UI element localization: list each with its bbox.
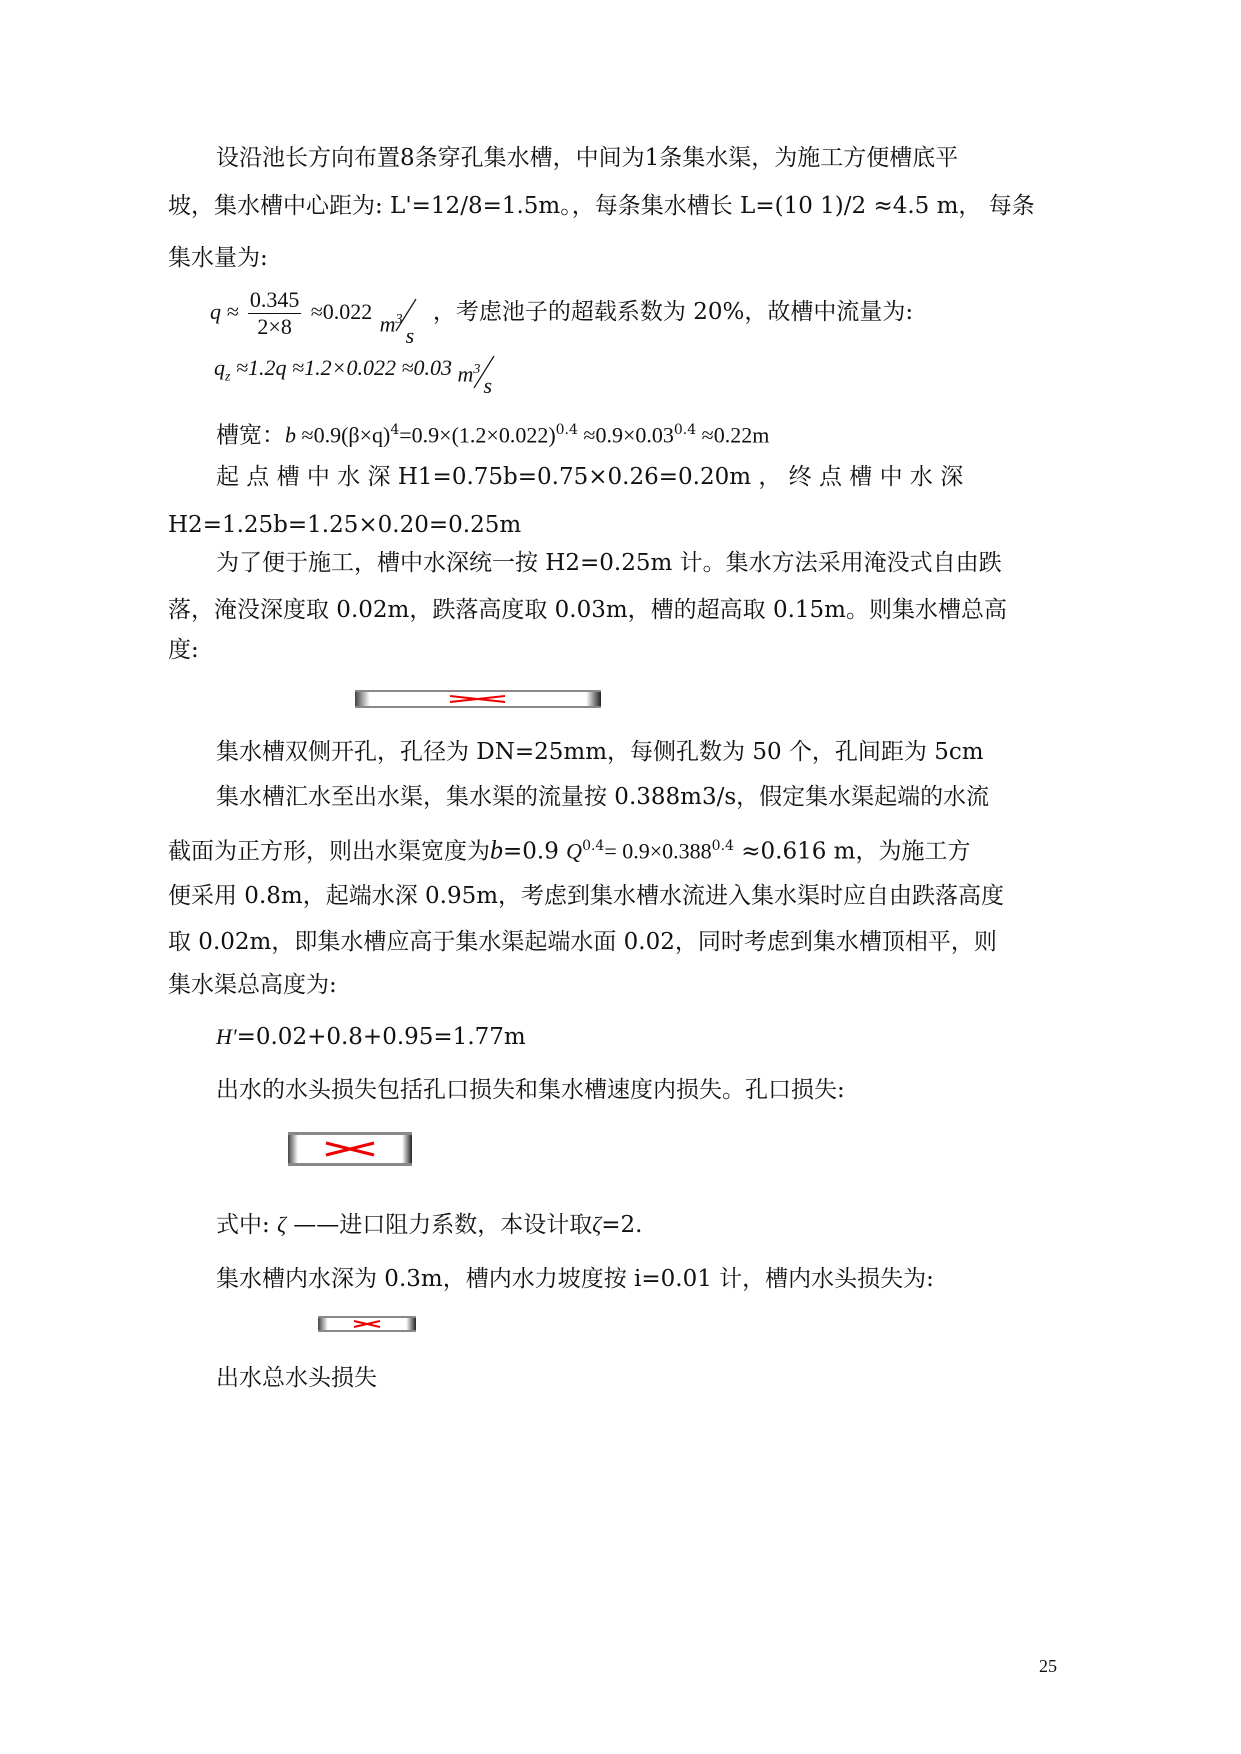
para-e2-exp1: 0.4	[582, 838, 605, 854]
para-c1: 为了便于施工，槽中水深统一按 H2=0.25m 计。集水方法采用淹没式自由跌	[216, 550, 1002, 576]
formula-q-numerator: 0.345	[249, 286, 300, 312]
formula-qz	[214, 348, 504, 398]
para-g1-value: =2.	[601, 1212, 643, 1238]
formula-q-fraction	[248, 287, 302, 340]
fraction-slash-icon	[380, 293, 426, 333]
para-h1: 起 点 槽 中 水 深 H1=0.75b=0.75×0.26=0.20m ， 终 点 槽 中 水 深	[216, 464, 964, 490]
unit-m3-per-s	[379, 293, 426, 348]
para-e2-tail: ≈0.616 m，为施工方	[733, 838, 971, 865]
formula-width-expr3: ≈0.9×0.03	[577, 422, 674, 448]
para-e2	[168, 830, 970, 868]
para-i1: 集水槽内水深为 0.3m，槽内水力坡度按 i=0.01 计，槽内水头损失为:	[216, 1266, 934, 1292]
formula-width-exp2: 0.4	[555, 422, 578, 438]
formula-width-exp3: 0.4	[673, 422, 697, 438]
formula-width-b: b	[285, 422, 296, 448]
para-line-2: 坡，集水槽中心距为: L'=12/8=1.5m。，每条集水槽长 L=(10 1)/2 ≈4.5 m， 每条	[168, 193, 1035, 219]
para-h2: H2=1.25b=1.25×0.20=0.25m	[168, 512, 522, 538]
formula-qz-symbol: q	[214, 355, 225, 380]
formula-q	[210, 285, 914, 348]
formula-h-prime	[216, 1021, 526, 1053]
para-e2-expr: = 0.9×0.388	[604, 838, 712, 864]
para-j1: 出水总水头损失	[216, 1365, 377, 1391]
unit-m-2: m	[457, 361, 474, 387]
formula-q-denominator: 2×8	[257, 313, 292, 339]
unit-m: m	[379, 311, 396, 337]
unit-s-2: s	[483, 372, 493, 398]
formula-h-expr: =0.02+0.8+0.95=1.77m	[236, 1024, 526, 1050]
para-g1-text: ——进口阻力系数，本设计取	[285, 1212, 593, 1238]
para-e2-Q: Q	[566, 838, 583, 864]
para-f1: 出水的水头损失包括孔口损失和集水槽速度内损失。孔口损失:	[216, 1077, 845, 1103]
formula-width-eq: =	[399, 422, 412, 448]
page-number: 25	[1039, 1656, 1057, 1676]
formula-h-symbol: H'	[216, 1024, 237, 1049]
formula-width	[216, 414, 769, 452]
para-e5: 集水渠总高度为:	[168, 972, 337, 998]
broken-image-icon	[355, 690, 601, 708]
para-e4: 取 0.02m，即集水槽应高于集水渠起端水面 0.02，同时考虑到集水槽顶相平，则	[168, 929, 997, 955]
formula-q-prefix: q ≈	[210, 299, 239, 324]
para-g1-prefix: 式中:	[216, 1212, 278, 1238]
broken-formula-image-1	[355, 690, 601, 708]
formula-width-expr4: ≈0.22m	[696, 422, 770, 448]
unit-s: s	[405, 323, 415, 348]
formula-width-expr1: ≈0.9(β×q)	[296, 422, 391, 448]
unit-m3-per-s-2	[457, 350, 504, 398]
formula-qz-sub: z	[225, 369, 231, 385]
para-d1: 集水槽双侧开孔，孔径为 DN=25mm，每侧孔数为 50 个，孔间距为 5cm	[216, 739, 984, 765]
fraction-slash-icon-2	[458, 350, 504, 390]
para-e2-coef: =0.9	[503, 838, 559, 865]
zeta-symbol-1: ζ	[277, 1212, 286, 1237]
broken-image-icon-2	[288, 1132, 412, 1166]
para-e1: 集水槽汇水至出水渠，集水渠的流量按 0.388m3/s，假定集水渠起端的水流	[216, 784, 990, 810]
formula-q-tail: ，考虑池子的超载系数为 20%，故槽中流量为:	[432, 299, 914, 325]
broken-formula-image-2	[288, 1132, 412, 1166]
para-e3: 便采用 0.8m，起端水深 0.95m，考虑到集水槽水流进入集水渠时应自由跌落高度	[168, 883, 1005, 909]
para-e2-exp2: 0.4	[711, 838, 734, 854]
zeta-symbol-2: ζ	[592, 1212, 602, 1237]
formula-qz-expr: ≈1.2q ≈1.2×0.022 ≈0.03	[230, 355, 453, 380]
broken-image-icon-3	[318, 1316, 416, 1332]
para-e2-b: b	[490, 835, 503, 865]
para-e2-text: 截面为正方形，则出水渠宽度为	[168, 838, 490, 865]
para-line-1: 设沿池长方向布置8条穿孔集水槽，中间为1条集水渠，为施工方便槽底平	[216, 145, 959, 171]
formula-width-expr2: 0.9×(1.2×0.022)	[411, 422, 556, 448]
para-c3: 度:	[168, 637, 199, 663]
para-line-3: 集水量为:	[168, 245, 268, 271]
formula-q-value: ≈0.022	[310, 299, 373, 324]
broken-formula-image-3	[318, 1316, 416, 1332]
para-g1	[216, 1209, 642, 1241]
formula-width-label: 槽宽：	[216, 422, 285, 449]
formula-width-exp1: 4	[390, 422, 400, 438]
unit-sup-2: 3	[473, 361, 481, 377]
unit-sup: 3	[395, 312, 403, 327]
para-c2: 落，淹没深度取 0.02m，跌落高度取 0.03m，槽的超高取 0.15m。则集水槽总高	[168, 597, 1007, 623]
